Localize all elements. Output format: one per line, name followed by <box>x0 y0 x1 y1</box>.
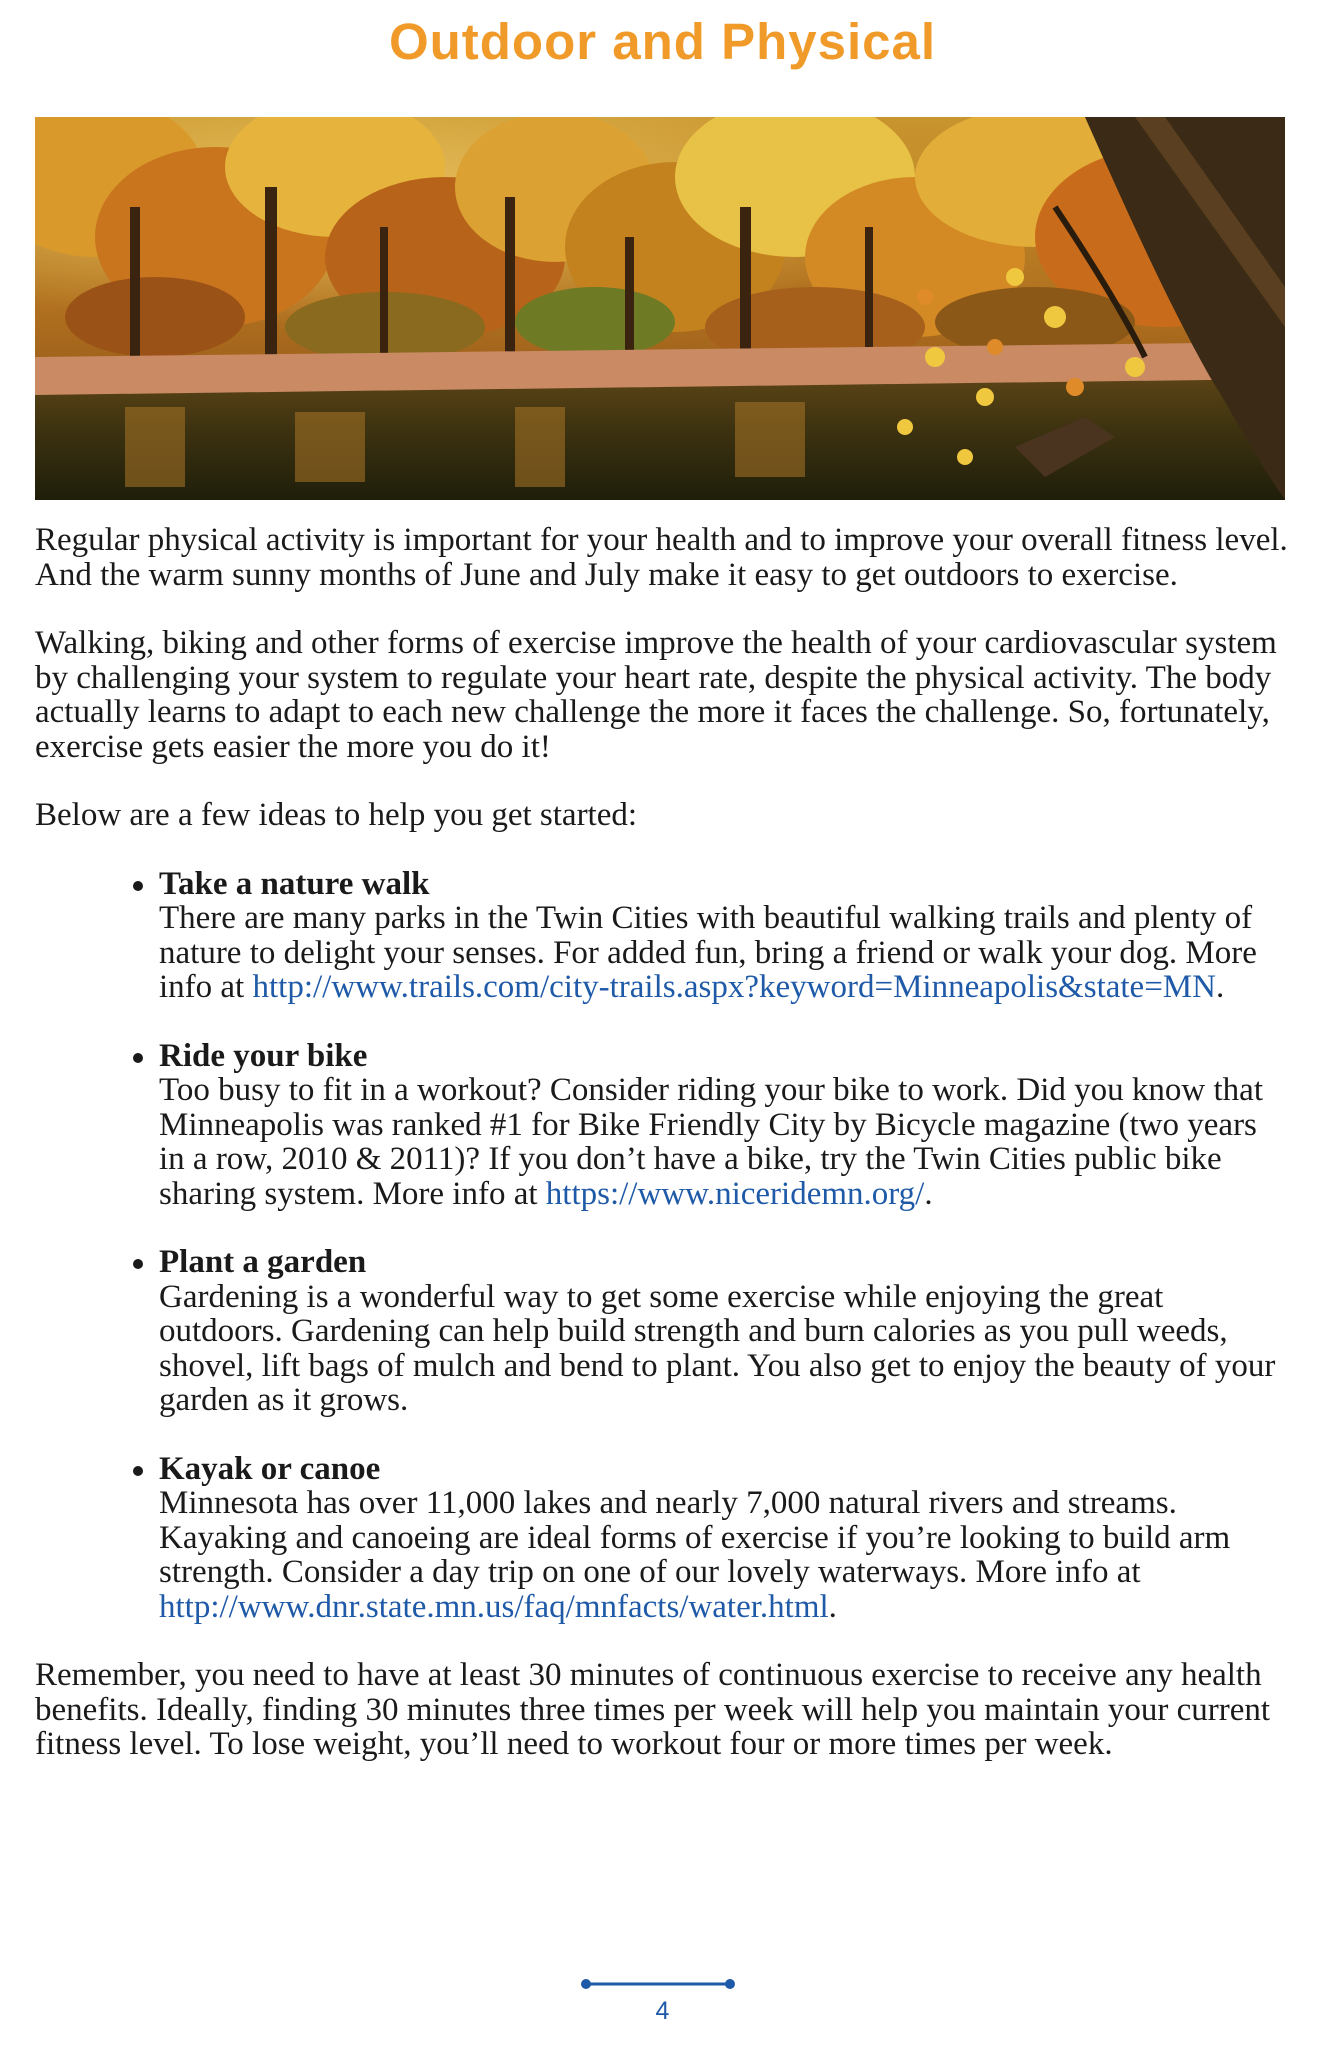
list-item <box>159 1452 1290 1625</box>
intro-paragraph-1: Regular physical activity is important for your health and to improve your overall fitness level. And the warm sunny months of June and July make it easy to get outdoors to exercise. <box>35 522 1288 593</box>
idea-text: Minnesota has over 11,000 lakes and nearly 7,000 natural rivers and streams. Kayaking and canoeing are ideal forms of exercise if you’re looking to build arm strength. Consider a day trip on one of our lovely waterways. More info at <box>159 1485 1231 1590</box>
bullet-icon <box>133 881 143 891</box>
footer-divider <box>580 1978 736 1990</box>
list-item <box>159 1039 1290 1212</box>
idea-text: There are many parks in the Twin Cities with beautiful walking trails and plenty of nature to delight your senses. For added fun, bring a friend or walk your dog. More info at <box>159 900 1257 1005</box>
idea-text-end: . <box>1215 969 1225 1005</box>
page-number: 4 <box>655 1997 670 2025</box>
trails-link[interactable]: http://www.trails.com/city-trails.aspx?keyword=Minneapolis&state=MN <box>252 969 1216 1005</box>
idea-text: Too busy to fit in a workout? Consider riding your bike to work. Did you know that Minneapolis was ranked #1 for Bike Friendly City by Bicycle magazine (two years in a row, 2010 & 2011)? If you don’t have a bike, try the Twin Cities public bike sharing system. More info at <box>159 1072 1263 1212</box>
idea-title: Kayak or canoe <box>159 1450 381 1487</box>
bullet-icon <box>133 1259 143 1269</box>
bullet-icon <box>133 1466 143 1476</box>
niceride-link[interactable]: https://www.niceridemn.org/ <box>545 1175 925 1212</box>
idea-title: Take a nature walk <box>159 865 430 902</box>
list-item <box>159 867 1290 1005</box>
page-title: Outdoor and Physical <box>388 13 937 70</box>
intro-paragraph-2: Walking, biking and other forms of exercise improve the health of your cardiovascular system by challenging your system to regulate your heart rate, despite the physical activity. The body actually learns to adapt to each new challenge the more it faces the challenge. So, fortunately, exercise gets easier the more you do it! <box>35 625 1277 765</box>
closing-paragraph: Remember, you need to have at least 30 minutes of continuous exercise to receive any health benefits. Ideally, finding 30 minutes three times per week will help you maintain your current fitness level. To lose weight, you’ll need to workout four or more times per week. <box>35 1657 1271 1762</box>
intro-paragraph-3: Below are a few ideas to help you get started: <box>35 797 638 833</box>
dnr-link[interactable]: http://www.dnr.state.mn.us/faq/mnfacts/water.html <box>159 1588 829 1625</box>
idea-text-end: . <box>828 1588 837 1625</box>
ideas-list <box>35 867 1290 1625</box>
list-item <box>159 1245 1290 1418</box>
idea-text-end: . <box>924 1175 933 1212</box>
idea-title: Ride your bike <box>159 1037 368 1074</box>
article-body <box>35 523 1290 1762</box>
autumn-forest-river-photo <box>35 117 1285 500</box>
idea-text: Gardening is a wonderful way to get some exercise while enjoying the great outdoors. Gardening can help build strength and burn calories as you pull weeds, shovel, lift bags of mulch and bend to plant. You also get to enjoy the beauty of your garden as it grows. <box>159 1278 1276 1418</box>
bullet-icon <box>133 1053 143 1063</box>
idea-title: Plant a garden <box>159 1244 367 1280</box>
